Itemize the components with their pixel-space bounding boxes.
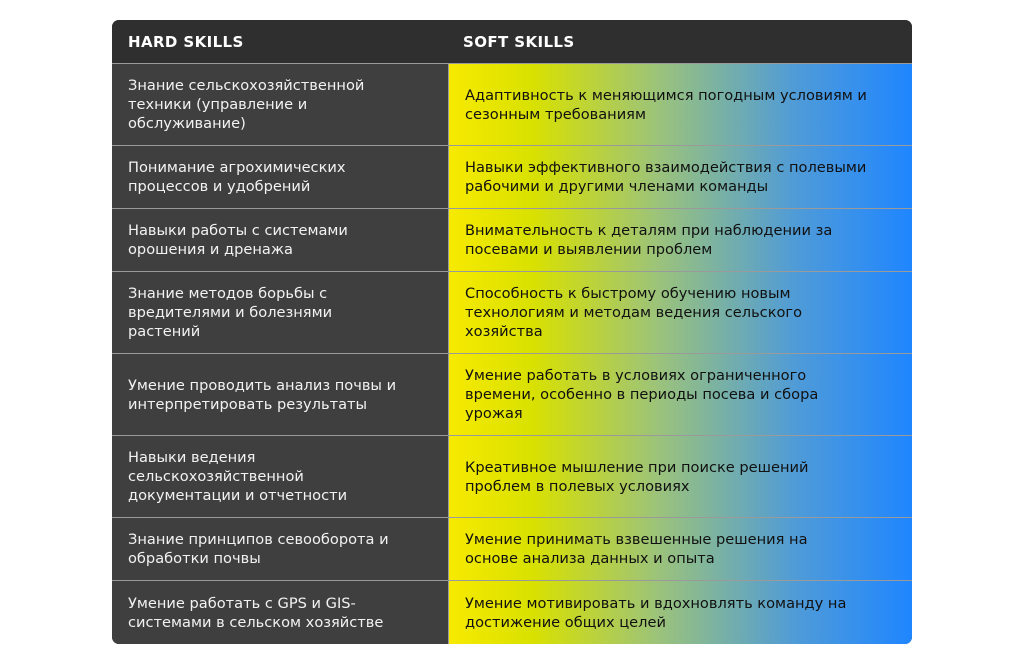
hard-skill-text: Понимание агрохимических процессов и удобрений <box>128 159 346 195</box>
soft-skill-cell <box>448 435 912 517</box>
soft-skill-text: Внимательность к деталям при наблюдении за посевами и выявлении проблем <box>465 222 833 258</box>
hard-skill-text: Навыки ведения сельскохозяйственной документации и отчетности <box>128 449 348 504</box>
skills-table <box>112 20 912 644</box>
hard-skill-cell <box>112 63 448 145</box>
hard-skill-text: Знание принципов севооборота и обработки почвы <box>128 531 389 567</box>
soft-skill-text: Умение мотивировать и вдохновлять команду на достижение общих целей <box>465 594 847 631</box>
soft-skill-text: Навыки эффективного взаимодействия с полевыми рабочими и другими членами команды <box>465 159 867 195</box>
soft-skill-cell <box>448 63 912 145</box>
hard-skill-cell <box>112 435 448 517</box>
hard-skill-text: Навыки работы с системами орошения и дренажа <box>128 222 348 258</box>
soft-skill-cell <box>448 353 912 435</box>
hard-skill-cell <box>112 208 448 271</box>
hard-skills-header: HARD SKILLS <box>112 20 448 63</box>
soft-skill-text: Способность к быстрому обучению новым технологиям и методам ведения сельского хозяйства <box>465 285 803 340</box>
soft-skill-cell <box>448 208 912 271</box>
soft-skill-cell <box>448 517 912 580</box>
soft-skill-text: Умение работать в условиях ограниченного времени, особенно в периоды посева и сбора урожая <box>465 367 819 422</box>
soft-skill-cell <box>448 580 912 644</box>
soft-skill-text: Умение принимать взвешенные решения на основе анализа данных и опыта <box>465 531 808 567</box>
soft-skill-text: Адаптивность к меняющимся погодным условиям и сезонным требованиям <box>465 86 867 123</box>
soft-skill-cell <box>448 145 912 208</box>
hard-skill-cell <box>112 353 448 435</box>
hard-skill-cell <box>112 271 448 353</box>
hard-skill-cell <box>112 580 448 644</box>
hard-skill-cell <box>112 145 448 208</box>
hard-skill-text: Умение работать с GPS и GIS-системами в сельском хозяйстве <box>128 594 384 631</box>
soft-skill-cell <box>448 271 912 353</box>
soft-skills-header: SOFT SKILLS <box>448 20 912 63</box>
soft-skill-text: Креативное мышление при поиске решений проблем в полевых условиях <box>465 458 809 495</box>
hard-skill-text: Знание сельскохозяйственной техники (управление и обслуживание) <box>128 77 365 132</box>
hard-skill-text: Знание методов борьбы с вредителями и болезнями растений <box>128 285 333 340</box>
hard-skill-cell <box>112 517 448 580</box>
hard-skill-text: Умение проводить анализ почвы и интерпретировать результаты <box>128 376 397 413</box>
